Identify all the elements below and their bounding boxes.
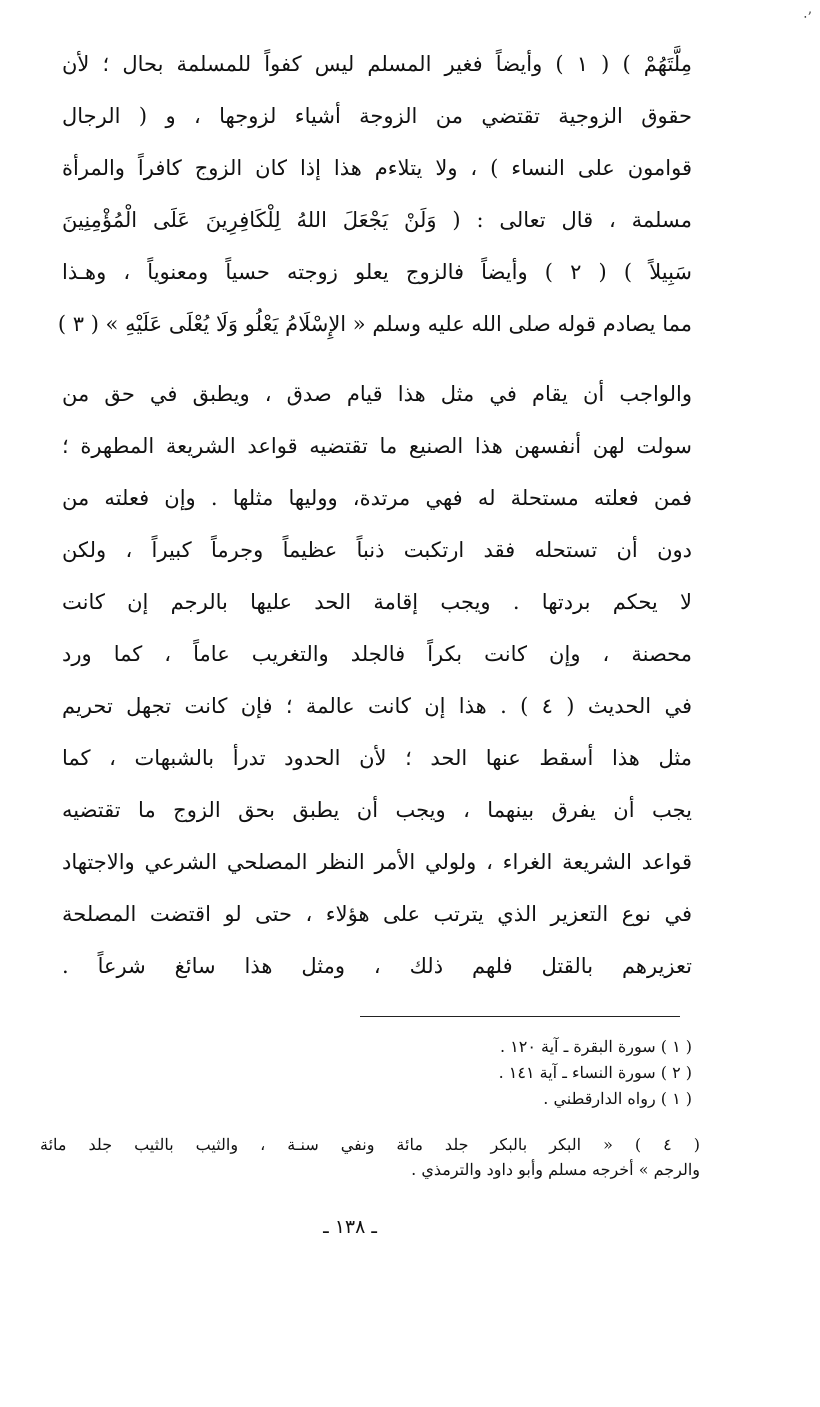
- footnote-divider: [360, 1016, 680, 1017]
- footnote: ( ١ ) سورة البقرة ـ آية ١٢٠ .: [499, 1037, 692, 1056]
- text-line: تعزيرهم بالقتل فلهم ذلك ، ومثل هذا سائغ شرعاً .: [62, 954, 692, 978]
- text-line: قوامون على النساء ) ، ولا يتلاءم هذا إذا كان الزوج كافراً والمرأة: [62, 156, 692, 180]
- text-line: في الحديث ( ٤ ) . هذا إن كانت عالمة ؛ فإن كانت تجهل تحريم: [62, 694, 692, 718]
- text-line: حقوق الزوجية تقتضي من الزوجة أشياء لزوجها ، و ( الرجال: [62, 104, 692, 128]
- text-line: سولت لهن أنفسهن هذا الصنيع ما تقتضيه قواعد الشريعة المطهرة ؛: [62, 434, 692, 458]
- paragraph-gap: [62, 350, 692, 368]
- text-line: والواجب أن يقام في مثل هذا قيام صدق ، ويطبق في حق من: [62, 382, 692, 406]
- scan-mark: ’‧: [803, 10, 812, 26]
- text-line: مما يصادم قوله صلى الله عليه وسلم « الإِسْلَامُ يَعْلُو وَلَا يُعْلَى عَلَيْهِ » ( ٣ ): [57, 312, 692, 336]
- text-line: مِلَّتَهُمْ ) ( ١ ) وأيضاً فغير المسلم ليس كفواً للمسلمة بحال ؛ لأن: [62, 52, 692, 76]
- main-text: [57, 38, 692, 992]
- text-line: لا يحكم بردتها . ويجب إقامة الحد عليها بالرجم إن كانت: [62, 590, 692, 614]
- text-line: محصنة ، وإن كانت بكراً فالجلد والتغريب عاماً ، كما ورد: [62, 642, 692, 666]
- text-line: دون أن تستحله فقد ارتكبت ذنباً عظيماً وجرماً كبيراً ، ولكن: [62, 538, 692, 562]
- footnotes: [42, 1034, 692, 1112]
- footnote-4: [40, 1132, 700, 1182]
- footnote: ( ٢ ) سورة النساء ـ آية ١٤١ .: [498, 1063, 692, 1082]
- text-line: مثل هذا أسقط عنها الحد ؛ لأن الحدود تدرأ بالشبهات ، كما: [62, 746, 692, 770]
- text-line: سَبِيلاً ) ( ٢ ) وأيضاً فالزوج يعلو زوجته حسياً ومعنوياً ، وهـذا: [62, 260, 692, 284]
- text-line: فمن فعلته مستحلة له فهي مرتدة، ووليها مثلها . وإن فعلته من: [62, 486, 692, 510]
- footnote-line: ( ٤ ) « البكر بالبكر جلد مائة ونفي سنـة ، والثيب بالثيب جلد مائة: [40, 1135, 700, 1154]
- page-number: ـ ١٣٨ ـ: [323, 1216, 377, 1238]
- footnote: ( ١ ) رواه الدارقطني .: [543, 1089, 692, 1108]
- text-line: يجب أن يفرق بينهما ، ويجب أن يطبق بحق الزوج ما تقتضيه: [62, 798, 692, 822]
- footnote-line: والرجم » أخرجه مسلم وأبو داود والترمذي .: [411, 1160, 700, 1179]
- text-line: قواعد الشريعة الغراء ، ولولي الأمر النظر المصلحي الشرعي والاجتهاد: [62, 850, 692, 874]
- text-line: في نوع التعزير الذي يترتب على هؤلاء ، حتى لو اقتضت المصلحة: [62, 902, 692, 926]
- text-line: مسلمة ، قال تعالى : ( وَلَنْ يَجْعَلَ اللهُ لِلْكَافِرِينَ عَلَى الْمُؤْمِنِينَ: [62, 208, 692, 232]
